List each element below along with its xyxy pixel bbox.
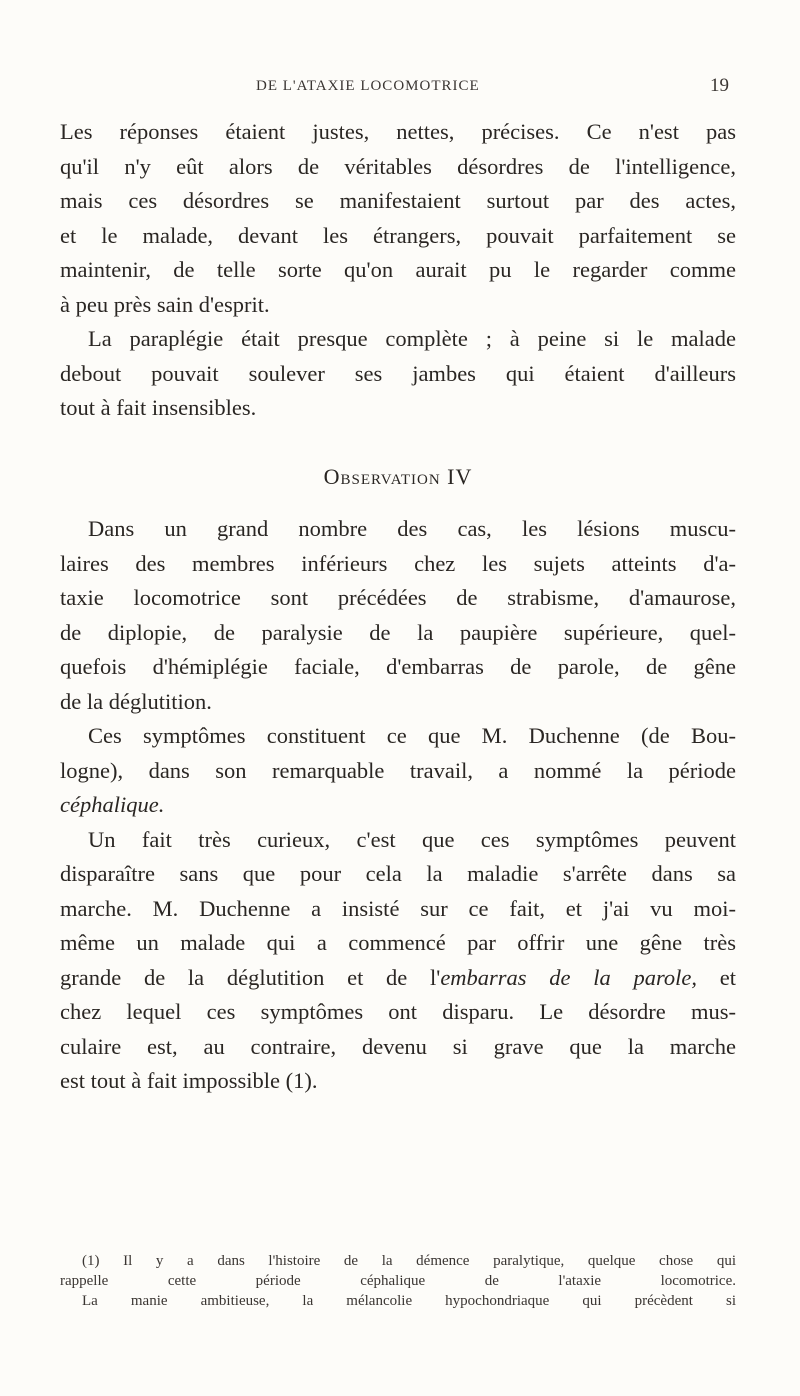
text-line: quefois d'hémiplégie faciale, d'embarras de parole, de gêne bbox=[60, 654, 736, 679]
section-title: Observation IV bbox=[323, 463, 473, 489]
footnote-line: La manie ambitieuse, la mélancolie hypochondriaque qui précèdent si bbox=[82, 1293, 736, 1309]
text-line: est tout à fait impossible (1). bbox=[60, 1068, 318, 1093]
page-header bbox=[0, 75, 800, 108]
text-line: disparaître sans que pour cela la maladie s'arrête dans sa bbox=[60, 861, 736, 886]
text-line: Dans un grand nombre des cas, les lésions muscu- bbox=[88, 516, 736, 541]
italic-term: céphalique. bbox=[60, 792, 165, 817]
paragraph-2 bbox=[60, 322, 736, 426]
text-line: de la déglutition. bbox=[60, 688, 212, 714]
footnote bbox=[60, 1251, 736, 1311]
text-line: même un malade qui a commencé par offrir une gêne très bbox=[60, 930, 736, 955]
body-text bbox=[60, 115, 736, 1099]
paragraph-5 bbox=[60, 823, 736, 1099]
text-line: marche. M. Duchenne a insisté sur ce fait, et j'ai vu moi- bbox=[60, 895, 736, 921]
text-line: et le malade, devant les étrangers, pouvait parfaitement se bbox=[60, 222, 736, 248]
paragraph-1 bbox=[60, 115, 736, 322]
paragraph-4 bbox=[60, 719, 736, 823]
text-line: Ces symptômes constituent ce que M. Duchenne (de Bou- bbox=[88, 723, 736, 748]
page-number: 19 bbox=[710, 75, 729, 96]
text-line: laires des membres inférieurs chez les sujets atteints d'a- bbox=[60, 550, 736, 576]
text-line: logne), dans son remarquable travail, a nommé la période bbox=[60, 757, 736, 783]
footnote-line: (1) Il y a dans l'histoire de la démence paralytique, quelque chose qui bbox=[82, 1253, 736, 1269]
text-line: Les réponses étaient justes, nettes, précises. Ce n'est pas bbox=[60, 119, 736, 144]
italic-term: embarras de la parole, bbox=[440, 964, 698, 990]
text-line: chez lequel ces symptômes ont disparu. Le désordre mus- bbox=[60, 999, 736, 1024]
running-head: DE L'ATAXIE LOCOMOTRICE bbox=[256, 78, 480, 94]
text-line: La paraplégie était presque complète ; à peine si le malade bbox=[88, 326, 736, 351]
text-line: maintenir, de telle sorte qu'on aurait pu le regarder comme bbox=[60, 257, 736, 282]
text-line: culaire est, au contraire, devenu si grave que la marche bbox=[60, 1033, 736, 1059]
paragraph-3 bbox=[60, 512, 736, 719]
text-line: de diplopie, de paralysie de la paupière supérieure, quel- bbox=[60, 619, 736, 645]
text-line: Un fait très curieux, c'est que ces symptômes peuvent bbox=[88, 826, 736, 852]
footnote-line: rappelle cette période céphalique de l'ataxie locomotrice. bbox=[60, 1273, 736, 1289]
text-line: qu'il n'y eût alors de véritables désordres de l'intelligence, bbox=[60, 153, 736, 179]
text-line: grande de la déglutition et de l'embarras de la parole, et bbox=[60, 964, 736, 990]
text-line: mais ces désordres se manifestaient surtout par des actes, bbox=[60, 188, 736, 213]
text-line: debout pouvait soulever ses jambes qui étaient d'ailleurs bbox=[60, 360, 736, 386]
text-line: à peu près sain d'esprit. bbox=[60, 291, 270, 317]
text-line bbox=[60, 788, 736, 823]
text-line: taxie locomotrice sont précédées de strabisme, d'amaurose, bbox=[60, 585, 736, 610]
text-line: tout à fait insensibles. bbox=[60, 395, 257, 420]
